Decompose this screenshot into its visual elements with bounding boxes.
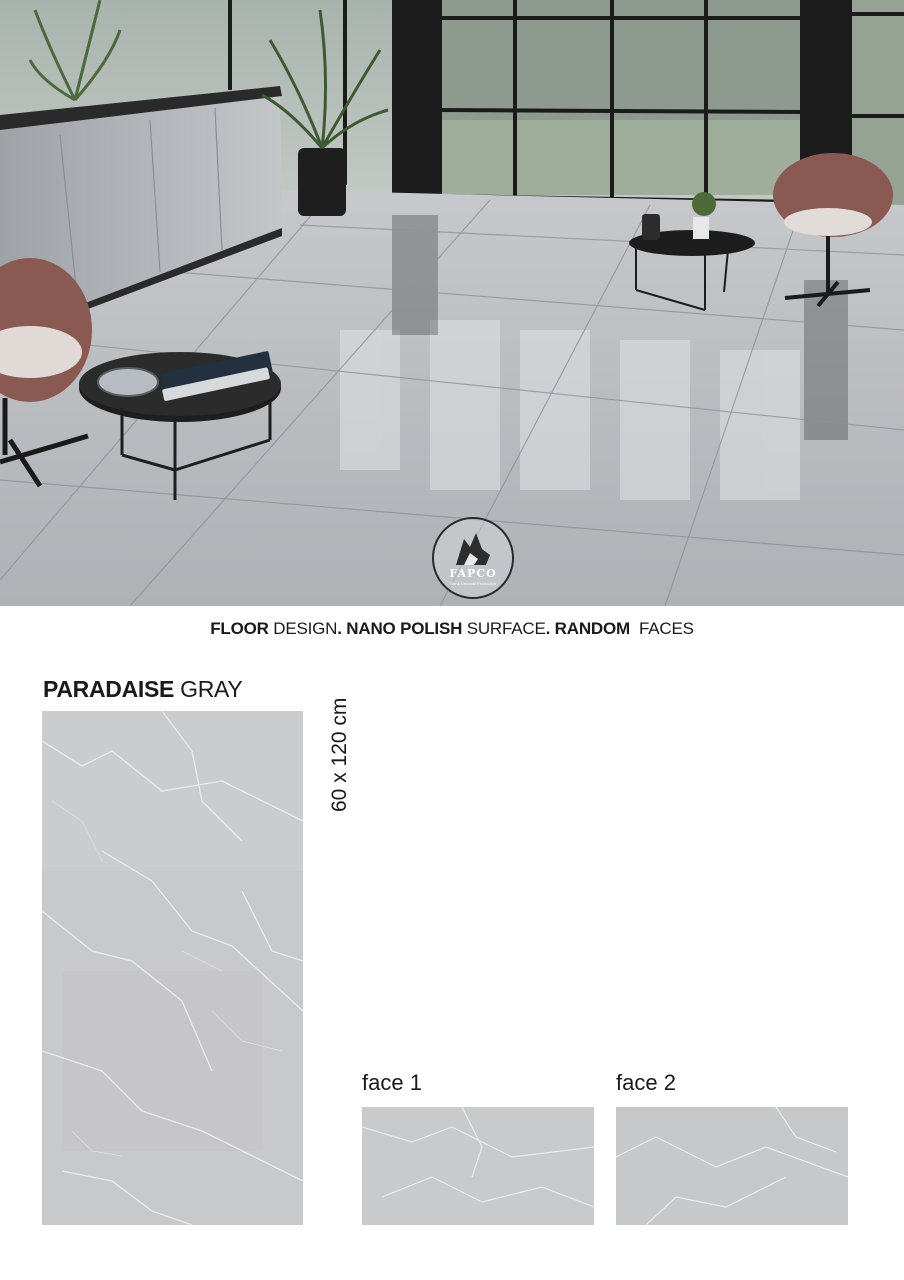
- caption-design: DESIGN: [273, 619, 338, 638]
- tile-face-1-swatch: [362, 1107, 594, 1225]
- caption-faces: FACES: [639, 619, 694, 638]
- product-title: [43, 676, 242, 703]
- marble-texture: [42, 711, 303, 1225]
- fapco-logo: [432, 517, 514, 599]
- caption-separator-1: .: [337, 619, 342, 638]
- caption-surface: SURFACE: [466, 619, 546, 638]
- face-1-label: face 1: [362, 1070, 422, 1095]
- hero-room-image: [0, 0, 904, 606]
- caption-floor: FLOOR: [210, 619, 269, 638]
- tile-face-2-swatch: [616, 1107, 848, 1225]
- face-2-label: face 2: [616, 1070, 676, 1095]
- tile-swatch-full: [42, 711, 303, 1225]
- product-name-bold: PARADAISE: [43, 676, 175, 702]
- caption-separator-2: .: [545, 619, 551, 638]
- marble-texture-face-2: [616, 1107, 848, 1225]
- caption-nano-polish: NANO POLISH: [346, 619, 463, 638]
- logo-wordmark: FAPCO: [449, 567, 497, 580]
- feature-caption: [0, 619, 904, 639]
- marble-texture-face-1: [362, 1107, 594, 1225]
- caption-random: RANDOM: [554, 619, 630, 638]
- room-illustration: [0, 0, 904, 606]
- product-name-rest: GRAY: [180, 676, 243, 702]
- tile-size-label: 60 x 120 cm: [328, 697, 351, 812]
- logo-subtitle: Tile & Ceramic Production: [449, 581, 497, 586]
